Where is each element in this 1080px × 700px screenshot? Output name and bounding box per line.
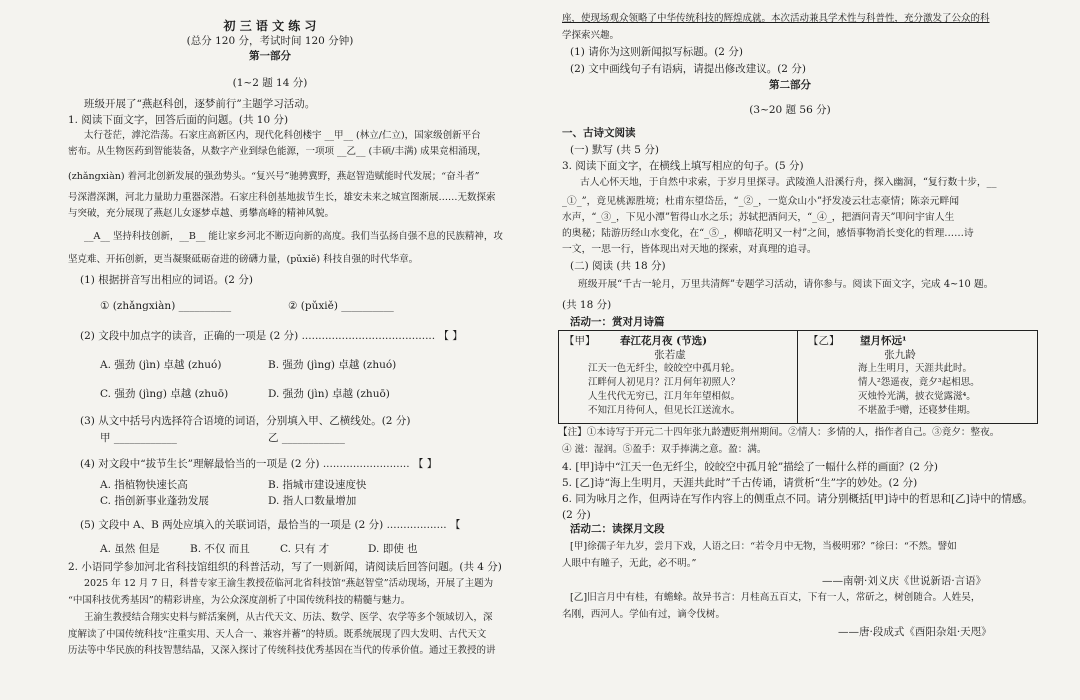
option: C. 只有 才 [280,543,330,555]
question-2: 2. 小语同学参加河北省科技馆组织的科普活动，写了一则新闻，请阅读后回答问题。(共 4 分) [68,561,502,573]
part-two-heading: 第二部分 [769,79,811,91]
option: D. 强劲 (jìn) 卓越 (zhuō) [268,388,390,400]
option: C. 指创新事业蓬勃发展 [100,495,209,507]
passage-line: __A__ 坚持科技创新，__B__ 能让家乡河北不断迈向新的高度。我们当弘扬自强不息的民族精神，攻 [84,231,503,242]
passage-line: 号深潜深渊，河北力量助力重器深潜。石家庄科创基地拔节生长，雄安未来之城宣图渐展……无数探索 [68,192,496,203]
option: B. 指城市建设速度快 [268,479,367,491]
passage-line: 2025 年 12 月 7 日，科普专家王渝生教授莅临河北省科技馆“燕赵智堂”活动现场，开展了主题为 [84,578,494,589]
answer-blank[interactable]: ② (pǔxiě) __________ [288,300,394,312]
passage-line: [乙]旧言月中有桂，有蟾蜍。故异书言：月桂高五百丈，下有一人，常斫之，树创随合。人姓吴， [570,592,981,603]
score-note: (共 18 分) [562,299,612,311]
answer-blank[interactable]: 甲 ____________ [100,432,177,444]
section-heading: 一、古诗文阅读 [562,127,636,139]
passage-line: 人眼中有瞳子，无此，必不明。” [562,558,697,569]
poem-line: 不知江月待何人，但见长江送流水。 [588,405,741,416]
poem-title: 春江花月夜 (节选) [620,335,708,347]
poem-line: 海上生明月，天涯共此时。 [858,363,973,374]
subquestion-3: (3) 从文中括号内选择符合语境的词语，分别填入甲、乙横线处。(2 分) [80,415,411,427]
question-6: 6. 同为咏月之作，但两诗在写作内容上的侧重点不同。请分别概括[甲]诗中的哲思和[乙]诗中的情感。 [562,493,1033,505]
passage-line: 水声，“_③_，下见小潭”暂得山水之乐；苏轼把酒问天，“_④_，把酒问青天”叩问宇宙人生 [562,212,955,223]
poem-line: 江畔何人初见月？江月何年初照人？ [588,377,741,388]
option: A. 指植物快速长高 [100,479,188,491]
poem-note: ④ 滋：湿润。⑤盈手：双手捧满之意。盈：满。 [562,444,767,455]
passage-line: 一文，一思一行，皆体现出对天地的探索，对真理的追寻。 [562,244,817,255]
passage-line: 度解读了中国传统科技“注重实用、天人合一、兼容并蓄”的特质。既系统展现了四大发明、古代天文 [68,629,487,640]
question-6-score: (2 分) [562,509,591,521]
passage-line: 的奥秘；陆游历经山水变化，在“_⑤_，柳暗花明又一村”之间，感悟事物消长变化的哲理……诗 [562,228,974,239]
option: A. 强劲 (jìn) 卓越 (zhuó) [100,359,222,371]
poem-line: 情人²怨遥夜，竟夕³起相思。 [858,377,980,388]
part-one-range: (1~2 题 14 分) [232,77,308,89]
passage-source: ——唐·段成式《酉阳杂俎·天咫》 [838,626,992,638]
passage-line: 学探索兴趣。 [562,30,620,41]
activity-heading: 活动二：读探月文段 [570,523,665,535]
activity-intro: 班级开展了“燕赵科创，逐梦前行”主题学习活动。 [84,98,316,110]
subquestion-2: (2) 文段中加点字的读音，正确的一项是 (2 分) ........................................ 【 】 [80,330,463,342]
poem-line: 江天一色无纤尘，皎皎空中孤月轮。 [588,363,741,374]
question-3: 3. 阅读下面文字，在横线上填写相应的句子。(5 分) [562,160,804,172]
passage-line: (zhǎngxiàn) 着河北创新发展的强劲势头。“复兴号”驰骋冀野，燕赵智造赋能时代发展；“奋斗者” [68,171,480,182]
poem-label: 【乙】 [808,335,840,347]
passage-line: [甲]徐孺子年九岁，尝月下戏，人语之曰：“若令月中无物，当极明邪？”徐曰：“不然。譬如 [570,541,957,552]
passage-line: 太行苍茫，滹沱浩荡。石家庄高新区内，现代化科创楼宇 __甲__ (林立/仁立)，国家级创新平台 [84,130,481,141]
answer-blank[interactable]: ① (zhǎngxiàn) __________ [100,300,232,312]
passage-source: ——南朝·刘义庆《世说新语·言语》 [822,575,987,587]
subquestion-4: (4) 对文段中“拔节生长”理解最恰当的一项是 (2 分) .......................... 【 】 [80,458,438,470]
option: B. 强劲 (jìng) 卓越 (zhuó) [268,359,397,371]
passage-line: 名刚，西河人。学仙有过，谪令伐树。 [562,609,726,620]
passage-line: _①_”，竟见桃源胜境；杜甫东望岱岳，“_②_，一览众山小”抒发凌云壮志豪情；陈亲元畔闻 [562,196,960,207]
passage-line: 坚克难、开拓创新，更当凝聚砥砺奋进的磅礴力量，(pǔxiě) 科技自强的时代华章。 [68,254,419,265]
section-subheading: (一) 默写 (共 5 分) [570,144,659,156]
poem-line: 人生代代无穷已，江月年年望相似。 [588,391,741,402]
exam-subtitle: (总分 120 分，考试时间 120 分钟) [186,35,354,47]
poem-line: 灭烛怜光满，披衣觉露滋⁴。 [858,391,976,402]
question-5: 5. [乙]诗“海上生明月，天涯共此时”千古传诵，请赏析“生”字的妙处。(2 分) [562,477,918,489]
passage-line: 古人心怀天地，于自然中求索，于岁月里探寻。武陵渔人沿溪行舟，探入幽洞，“复行数十步，__ [580,177,997,188]
subquestion: (1) 请你为这则新闻拟写标题。(2 分) [570,46,743,58]
subquestion-1: (1) 根据拼音写出相应的词语。(2 分) [80,274,253,286]
option: B. 不仅 而且 [190,543,250,555]
poem-author: 张九龄 [884,349,916,361]
answer-blank[interactable]: 乙 ____________ [268,432,345,444]
passage-line: 密布。从生物医药到智能装备，从数字产业到绿色能源，一项项 __乙__ (丰硕/丰满) 成果竞相涌现， [68,146,487,157]
subquestion: (2) 文中画线句子有语病，请提出修改建议。(2 分) [570,63,806,75]
poem-title: 望月怀远¹ [860,335,907,347]
subquestion-5: (5) 文段中 A、B 两处应填入的关联词语，最恰当的一项是 (2 分) .................. 【 [80,519,461,531]
poem-table-divider [797,330,798,423]
option: C. 强劲 (jìng) 卓越 (zhuō) [100,388,229,400]
passage-line: “中国科技优秀基因”的精彩讲座，为公众深度剖析了中国传统科技的精髓与魅力。 [68,595,411,606]
option: D. 指人口数量增加 [268,495,357,507]
passage-line: 王渝生教授结合翔实史料与鲜活案例，从古代天文、历法、数学、医学、农学等多个领域切入，深 [84,612,493,623]
passage-line: 班级开展“千古一轮月，万里共清辉”专题学习活动，请你参与。阅读下面文字，完成 4~10 题。 [578,279,994,290]
option: A. 虽然 但是 [100,543,160,555]
question-1: 1. 阅读下面文字，回答后面的问题。(共 10 分) [68,114,289,126]
poem-note: 【注】①本诗写于开元二十四年张九龄遭贬荆州期间。②情人：多情的人，指作者自己。③竟夕：整夜。 [558,427,1000,438]
activity-heading: 活动一：赏对月诗篇 [570,316,665,328]
passage-line: 座，使现场观众领略了中华传统科技的辉煌成就。本次活动兼具学术性与科普性，充分激发了公众的科 [562,13,990,24]
part-two-range: (3~20 题 56 分) [749,104,831,116]
part-one-heading: 第一部分 [249,50,291,62]
right-page [540,0,1080,700]
poem-label: 【甲】 [564,335,596,347]
option: D. 即使 也 [368,543,418,555]
passage-line: 历法等中华民族的科技智慧结晶，又深入探讨了传统科技优秀基因在当代的传承价值。通过王教授的讲 [68,645,496,656]
question-4: 4. [甲]诗中“江天一色无纤尘，皎皎空中孤月轮”描绘了一幅什么样的画面？(2 分) [562,461,938,473]
poem-line: 不堪盈手⁵赠，还寝梦佳期。 [858,405,976,416]
section-subheading: (二) 阅读 (共 18 分) [570,260,666,272]
passage-line: 与突破，充分展现了燕赵儿女逐梦卓越、勇攀高峰的精神风貌。 [68,208,335,219]
exam-title: 初 三 语 文 练 习 [223,19,317,33]
poem-author: 张若虚 [654,349,686,361]
